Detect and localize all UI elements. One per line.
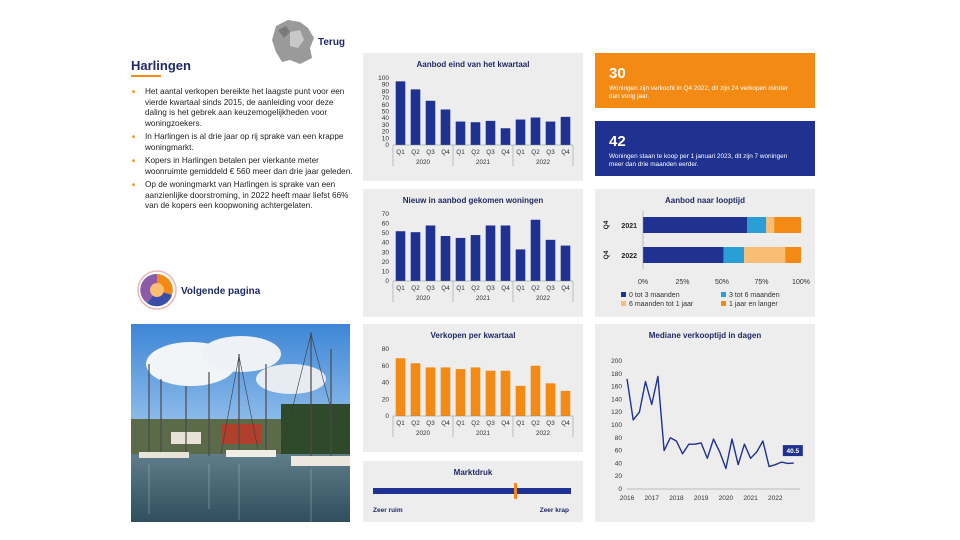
y-tick-label: 0 xyxy=(385,142,389,149)
stacked-bar-segment xyxy=(774,217,801,233)
bar xyxy=(501,225,511,281)
bullet-item: ■ Kopers in Harlingen betalen per vierkante meter woonruimte gemiddeld € 560 meer dan drie jaar geleden. xyxy=(131,156,353,177)
legend-swatch xyxy=(721,301,726,306)
stat-te-koop xyxy=(595,121,815,176)
marktdruk-marker xyxy=(514,483,517,499)
y-tick-label: 80 xyxy=(381,346,389,353)
group-label: 2022 xyxy=(535,295,551,302)
y-tick-label: 80 xyxy=(614,434,622,442)
bar xyxy=(411,232,421,281)
y-tick-label: 60 xyxy=(614,447,622,455)
y-tick-label: 0 xyxy=(618,486,622,493)
bar xyxy=(426,101,436,145)
bar xyxy=(516,120,526,145)
marktdruk-left-label: Zeer ruim xyxy=(373,507,403,514)
x-tick-label: Q1 xyxy=(396,420,405,427)
x-tick-label: Q2 xyxy=(471,149,480,156)
stacked-bar-segment xyxy=(643,247,724,263)
bar xyxy=(471,235,481,281)
bar xyxy=(456,122,466,145)
legend-label: 6 maanden tot 1 jaar xyxy=(629,301,694,308)
y-tick-label: 40 xyxy=(381,379,389,387)
panel-marktdruk xyxy=(363,461,583,522)
x-tick-label: 25% xyxy=(675,279,690,286)
stat-value: 42 xyxy=(609,133,626,150)
y-tick-label: 100 xyxy=(611,422,622,429)
y-tick-label: 30 xyxy=(381,249,389,257)
bar xyxy=(396,81,406,145)
chart-title: Aanbod eind van het kwartaal xyxy=(416,60,530,69)
stacked-bar-segment xyxy=(747,217,766,233)
x-tick-label: Q4 xyxy=(561,149,570,156)
x-tick-label: Q3 xyxy=(546,149,555,156)
x-tick-label: Q1 xyxy=(516,285,525,292)
intro-bullets xyxy=(131,87,353,215)
bar xyxy=(396,231,406,281)
bar xyxy=(561,117,571,145)
bar xyxy=(546,240,556,281)
x-tick-label: Q2 xyxy=(471,420,480,427)
stacked-bar-segment xyxy=(643,217,747,233)
panel-looptijd xyxy=(595,189,815,317)
x-tick-label: Q3 xyxy=(546,420,555,427)
bar xyxy=(471,367,481,416)
row-group-label: Q4 xyxy=(603,220,610,230)
x-tick-label: Q4 xyxy=(501,285,510,292)
x-tick-label: Q1 xyxy=(516,149,525,156)
row-label: 2022 xyxy=(621,253,637,260)
y-tick-label: 90 xyxy=(381,81,389,89)
legend-label: 3 tot 6 maanden xyxy=(729,292,780,299)
x-tick-label: 2017 xyxy=(644,495,659,502)
x-tick-label: 50% xyxy=(714,279,730,286)
stat-verkocht xyxy=(595,53,815,108)
bar xyxy=(516,249,526,281)
y-tick-label: 100 xyxy=(378,75,389,82)
x-tick-label: Q4 xyxy=(441,149,450,156)
next-page-button[interactable] xyxy=(137,270,287,310)
chart-title: Nieuw in aanbod gekomen woningen xyxy=(402,196,544,205)
y-tick-label: 60 xyxy=(381,220,389,228)
legend-label: 1 jaar en langer xyxy=(729,301,778,308)
bullet-item: ■ In Harlingen is al drie jaar op rij sprake van een krappe woningmarkt. xyxy=(131,132,353,153)
next-page-label: Volgende pagina xyxy=(181,286,261,297)
x-tick-label: 2018 xyxy=(669,495,684,502)
stat-text: Woningen zijn verkocht in Q4 2022, dit zijn 24 verkopen minder dan vorig jaar. xyxy=(609,85,788,100)
x-tick-label: Q1 xyxy=(456,285,465,292)
bar xyxy=(441,236,451,281)
bar xyxy=(486,121,496,145)
stacked-bar-segment xyxy=(724,247,745,263)
y-tick-label: 50 xyxy=(381,108,389,116)
y-tick-label: 0 xyxy=(385,278,389,285)
last-value-label: 40.5 xyxy=(786,448,800,456)
x-tick-label: 100% xyxy=(792,279,810,286)
y-tick-label: 180 xyxy=(611,370,622,378)
harbour-photo xyxy=(131,324,350,522)
x-tick-label: Q3 xyxy=(426,285,435,292)
chart-aanbod xyxy=(363,53,583,181)
legend-swatch xyxy=(621,301,626,306)
group-label: 2021 xyxy=(475,159,491,166)
group-label: 2022 xyxy=(535,430,551,437)
y-tick-label: 70 xyxy=(381,95,389,103)
chart-title: Verkopen per kwartaal xyxy=(430,331,516,340)
bar xyxy=(456,369,466,416)
x-tick-label: 2022 xyxy=(768,495,783,502)
y-tick-label: 140 xyxy=(611,396,622,404)
y-tick-label: 20 xyxy=(614,473,622,481)
back-link[interactable]: Terug xyxy=(318,37,346,48)
bar xyxy=(486,371,496,416)
x-tick-label: Q4 xyxy=(501,149,510,156)
y-tick-label: 10 xyxy=(381,135,389,143)
y-tick-label: 40 xyxy=(614,460,622,468)
y-tick-label: 40 xyxy=(381,239,389,247)
bar xyxy=(531,366,541,416)
stacked-bar-segment xyxy=(766,217,774,233)
bullet-item: ■ Op de woningmarkt van Harlingen is sprake van een aanzienlijke doorstroming, in 2022 heeft maar liefst 66% van de kopers een koopwoning achtergelaten. xyxy=(131,180,353,212)
x-tick-label: Q2 xyxy=(531,149,540,156)
x-tick-label: Q1 xyxy=(516,420,525,427)
bar xyxy=(411,89,421,145)
x-tick-label: 2020 xyxy=(718,495,734,502)
bar xyxy=(411,363,421,416)
x-tick-label: Q3 xyxy=(426,149,435,156)
bar xyxy=(426,367,436,416)
x-tick-label: 2019 xyxy=(693,495,709,502)
y-tick-label: 20 xyxy=(381,128,389,136)
bar xyxy=(516,386,526,416)
bar xyxy=(441,109,451,145)
y-tick-label: 40 xyxy=(381,115,389,123)
x-tick-label: Q2 xyxy=(411,149,420,156)
x-tick-label: 2016 xyxy=(619,495,635,502)
y-tick-label: 120 xyxy=(611,409,622,417)
marktdruk-right-label: Zeer krap xyxy=(539,507,569,514)
bullet-item: ■ Het aantal verkopen bereikte het laagste punt voor een vierde kwartaal sinds 2015, de aanleiding voor deze daling is het gebrek aan keuzemogelijkheden voor woningzoekers. xyxy=(131,87,353,129)
bar xyxy=(426,225,436,281)
bar xyxy=(471,122,481,145)
x-tick-label: Q1 xyxy=(396,149,405,156)
stacked-bar-segment xyxy=(744,247,785,263)
panel-nieuw-aanbod xyxy=(363,189,583,317)
bar xyxy=(396,358,406,416)
legend-label: 0 tot 3 maanden xyxy=(629,292,680,299)
x-tick-label: Q1 xyxy=(456,149,465,156)
x-tick-label: Q2 xyxy=(411,420,420,427)
x-tick-label: Q3 xyxy=(546,285,555,292)
x-tick-label: Q4 xyxy=(501,420,510,427)
group-label: 2021 xyxy=(475,295,491,302)
y-tick-label: 20 xyxy=(381,396,389,404)
y-tick-label: 0 xyxy=(385,413,389,420)
stat-value: 30 xyxy=(609,65,626,82)
group-label: 2020 xyxy=(415,295,431,302)
x-tick-label: Q3 xyxy=(426,420,435,427)
y-tick-label: 60 xyxy=(381,362,389,370)
group-label: 2020 xyxy=(415,430,431,437)
bar xyxy=(441,367,451,416)
group-label: 2022 xyxy=(535,159,551,166)
x-tick-label: Q3 xyxy=(486,285,495,292)
y-tick-label: 50 xyxy=(381,230,389,238)
y-tick-label: 80 xyxy=(381,88,389,96)
y-tick-label: 60 xyxy=(381,101,389,109)
row-label: 2021 xyxy=(621,223,637,230)
y-tick-label: 160 xyxy=(611,383,622,391)
x-tick-label: Q3 xyxy=(486,420,495,427)
chart-nieuw-aanbod xyxy=(363,189,583,317)
bar xyxy=(501,128,511,145)
bar xyxy=(561,246,571,281)
x-tick-label: Q3 xyxy=(486,149,495,156)
x-tick-label: Q2 xyxy=(471,285,480,292)
x-tick-label: Q4 xyxy=(441,285,450,292)
panel-verkopen xyxy=(363,324,583,452)
y-tick-label: 200 xyxy=(611,358,622,365)
pie-chart-icon xyxy=(137,270,177,310)
group-label: 2021 xyxy=(475,430,491,437)
chart-title: Aanbod naar looptijd xyxy=(665,196,745,205)
bar xyxy=(486,225,496,281)
x-tick-label: 75% xyxy=(754,279,769,286)
bar xyxy=(546,122,556,145)
y-tick-label: 70 xyxy=(381,211,389,218)
page-title: Harlingen xyxy=(131,58,191,73)
marktdruk-title: Marktdruk xyxy=(453,468,493,477)
legend-swatch xyxy=(721,292,726,297)
marktdruk-bar xyxy=(373,488,571,494)
y-tick-label: 20 xyxy=(381,258,389,266)
chart-looptijd xyxy=(595,189,815,317)
chart-verkopen xyxy=(363,324,583,452)
title-underline xyxy=(131,75,161,77)
bar xyxy=(546,383,556,416)
row-group-label: Q4 xyxy=(603,250,610,260)
stat-text: Woningen staan te koop per 1 januari 2023, dit zijn 7 woningen meer dan drie maanden eerder. xyxy=(609,153,788,168)
bar xyxy=(456,238,466,281)
x-tick-label: Q2 xyxy=(411,285,420,292)
chart-verkooptijd xyxy=(595,324,815,522)
x-tick-label: 2021 xyxy=(743,495,758,502)
y-tick-label: 10 xyxy=(381,268,389,276)
series-line xyxy=(627,376,794,468)
map-icon[interactable] xyxy=(270,18,316,66)
x-tick-label: Q4 xyxy=(441,420,450,427)
panel-aanbod xyxy=(363,53,583,181)
x-tick-label: Q4 xyxy=(561,420,570,427)
x-tick-label: Q1 xyxy=(396,285,405,292)
x-tick-label: Q4 xyxy=(561,285,570,292)
group-label: 2020 xyxy=(415,159,431,166)
legend-swatch xyxy=(621,292,626,297)
x-tick-label: 0% xyxy=(637,279,649,286)
y-tick-label: 30 xyxy=(381,121,389,129)
x-tick-label: Q1 xyxy=(456,420,465,427)
x-tick-label: Q2 xyxy=(531,285,540,292)
chart-title: Mediane verkooptijd in dagen xyxy=(648,331,762,340)
bar xyxy=(561,391,571,416)
bar xyxy=(531,118,541,145)
bar xyxy=(501,371,511,416)
x-tick-label: Q2 xyxy=(531,420,540,427)
bar xyxy=(531,220,541,281)
panel-verkooptijd xyxy=(595,324,815,522)
stacked-bar-segment xyxy=(785,247,801,263)
